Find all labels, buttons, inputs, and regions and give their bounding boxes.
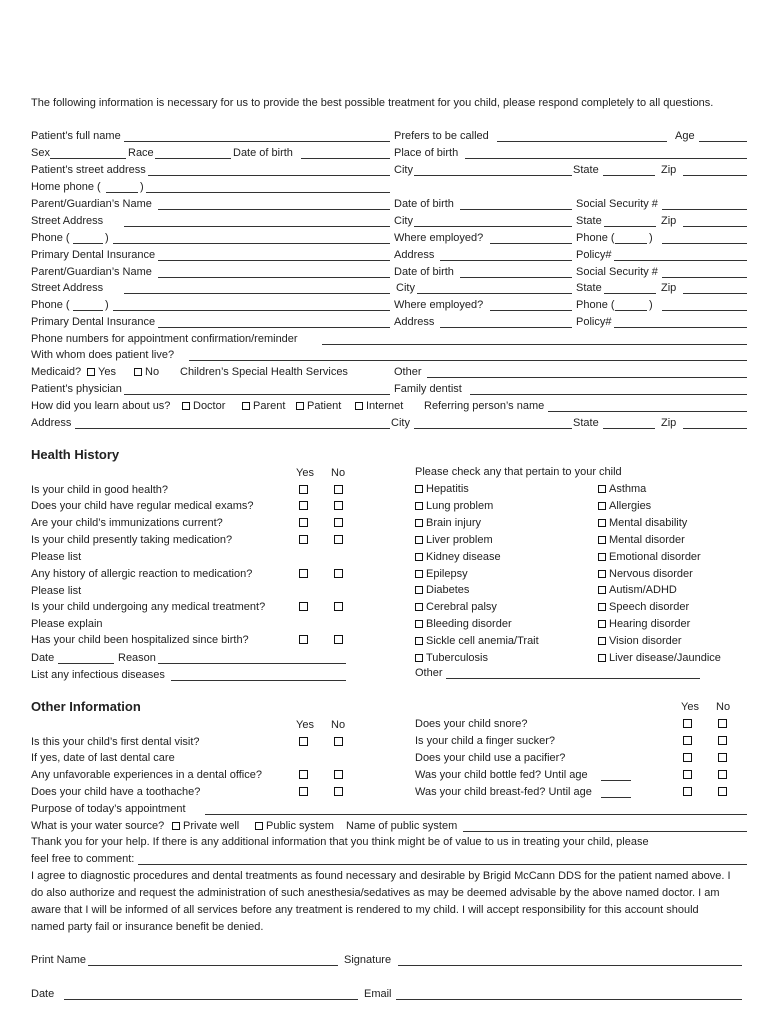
condition-label: Liver disease/Jaundice (609, 652, 721, 664)
label-insurance-2: Primary Dental Insurance (31, 316, 156, 328)
label-patient-full-name: Patient’s full name (31, 130, 121, 142)
label-zip-2: Zip (661, 282, 677, 294)
label-with-whom: With whom does patient live? (31, 349, 175, 361)
condition-label: Mental disability (609, 516, 688, 529)
checkbox-icon[interactable] (598, 519, 606, 527)
condition-option[interactable] (415, 635, 539, 648)
water-private-well-option[interactable] (172, 820, 239, 833)
checkbox-icon[interactable] (598, 536, 606, 544)
health-history-heading: Health History (31, 447, 120, 462)
zip-3-field[interactable] (683, 418, 747, 429)
checkbox-no[interactable] (334, 501, 343, 510)
label-infectious: List any infectious diseases (31, 669, 165, 681)
q-toothache: Does your child have a toothache? (31, 786, 201, 798)
checkbox-icon[interactable] (415, 620, 423, 628)
zip-2-field[interactable] (683, 283, 747, 294)
condition-option[interactable] (598, 652, 721, 665)
label-physician: Patient’s physician (31, 383, 122, 395)
label-address-2: Address (394, 316, 435, 328)
hosp-date-field[interactable] (58, 653, 114, 664)
checkbox-yes[interactable] (299, 737, 308, 746)
zip-field[interactable] (683, 165, 747, 176)
checkbox-icon[interactable] (182, 402, 190, 410)
option-label: Yes (98, 366, 116, 378)
label-dob-guardian-1: Date of birth (394, 198, 454, 210)
checkbox-icon[interactable] (415, 637, 423, 645)
label-phone-1: Phone ( (31, 232, 70, 244)
condition-label: Asthma (609, 483, 647, 495)
checkbox-no[interactable] (718, 770, 727, 779)
condition-option[interactable] (598, 534, 685, 547)
label-home-phone: Home phone ( (31, 181, 101, 193)
referring-field[interactable] (548, 401, 747, 412)
checkbox-icon[interactable] (296, 402, 304, 410)
label-policy-2: Policy# (576, 316, 612, 328)
please-list-1: Please list (31, 551, 82, 563)
state-1-field[interactable] (604, 216, 656, 227)
state-field[interactable] (603, 165, 655, 176)
insurance-1-field[interactable] (158, 250, 390, 261)
comment-field[interactable] (138, 854, 747, 865)
checkbox-icon[interactable] (598, 603, 606, 611)
condition-label: Autism/ADHD (609, 584, 677, 597)
checkbox-no[interactable] (334, 770, 343, 779)
condition-option[interactable] (598, 601, 689, 614)
label-policy-1: Policy# (576, 249, 612, 261)
reason-field[interactable] (158, 653, 346, 664)
condition-option[interactable] (598, 584, 677, 597)
print-name-field[interactable] (88, 955, 338, 966)
checkbox-icon[interactable] (598, 620, 606, 628)
condition-option[interactable] (415, 601, 497, 614)
work-phone-2-field[interactable] (662, 300, 747, 311)
checkbox-no[interactable] (334, 569, 343, 578)
checkbox-icon[interactable] (598, 637, 606, 645)
street-2-field[interactable] (124, 283, 390, 294)
label-print-name: Print Name (31, 954, 87, 966)
condition-option[interactable] (598, 618, 690, 631)
label-date-of-birth: Date of birth (233, 147, 293, 159)
condition-label: Hearing disorder (609, 618, 691, 631)
checkbox-no[interactable] (334, 485, 343, 494)
checkbox-icon[interactable] (255, 822, 263, 830)
street-1-field[interactable] (124, 216, 390, 227)
condition-label: Nervous disorder (609, 567, 693, 580)
checkbox-yes[interactable] (683, 753, 692, 762)
label-address-1: Address (394, 249, 435, 261)
condition-label: Epilepsy (426, 567, 468, 580)
label-other: Other (394, 366, 422, 378)
condition-option[interactable] (598, 551, 701, 564)
column-yes: Yes (681, 701, 699, 713)
breast-age-field[interactable] (601, 787, 631, 798)
label-zip-3: Zip (661, 417, 677, 429)
bottle-age-field[interactable] (601, 770, 631, 781)
phone-1-field[interactable] (113, 233, 390, 244)
column-no: No (716, 701, 731, 713)
condition-label: Tuberculosis (426, 652, 488, 664)
checkbox-icon[interactable] (598, 654, 606, 662)
date-of-birth-field[interactable] (301, 148, 390, 159)
q-last-care: If yes, date of last dental care (31, 752, 175, 764)
label-family-dentist: Family dentist (394, 383, 462, 395)
checkbox-icon[interactable] (134, 368, 142, 376)
condition-label: Bleeding disorder (426, 618, 512, 631)
consent-line-2: do also authorize and request the administration of such anesthesia/sedatives as may be deemed advisable by the above named doctor. I am (31, 887, 720, 899)
label-place-of-birth: Place of birth (394, 147, 459, 159)
check-prompt: Please check any that pertain to your child (415, 466, 622, 478)
checkbox-icon[interactable] (415, 570, 423, 578)
consent-line-4: named party fail or insurance benefit be denied. (31, 921, 264, 933)
city-2-field[interactable] (417, 283, 572, 294)
checkbox-yes[interactable] (683, 719, 692, 728)
label-zip-1: Zip (661, 215, 677, 227)
label-city-2: City (396, 282, 415, 294)
label-address: Address (31, 417, 72, 429)
label-phone-2: Phone ( (31, 299, 70, 311)
condition-label: Sickle cell anemia/Trait (426, 635, 539, 648)
prefers-called-field[interactable] (497, 131, 667, 142)
place-of-birth-field[interactable] (465, 148, 747, 159)
race-field[interactable] (155, 148, 231, 159)
checkbox-yes[interactable] (683, 736, 692, 745)
label-street-2: Street Address (31, 282, 104, 294)
condition-label: Cerebral palsy (426, 601, 497, 614)
checkbox-yes[interactable] (299, 518, 308, 527)
q-hospitalized: Has your child been hospitalized since birth? (31, 634, 249, 646)
condition-option[interactable] (415, 618, 512, 631)
phone-confirmation-field[interactable] (322, 334, 747, 345)
checkbox-yes[interactable] (683, 787, 692, 796)
condition-option[interactable] (598, 500, 651, 513)
condition-label: Diabetes (426, 584, 470, 597)
sex-field[interactable] (50, 148, 126, 159)
label-city-1: City (394, 215, 413, 227)
label-medicaid: Medicaid? (31, 366, 82, 378)
other-info-heading: Other Information (31, 699, 141, 714)
checkbox-no[interactable] (718, 787, 727, 796)
condition-option[interactable] (415, 500, 493, 513)
consent-line-3: aware that I will be informed of all services before any treatment is rendered to my child. I will accept responsibility for this account should (31, 904, 699, 916)
condition-option[interactable] (415, 652, 488, 665)
condition-label: Brain injury (426, 516, 482, 529)
option-label: Doctor (193, 400, 226, 412)
condition-label: Emotional disorder (609, 550, 701, 563)
condition-option[interactable] (415, 483, 469, 496)
work-phone-1-area-field[interactable] (615, 233, 647, 244)
q-medication: Is your child presently taking medication? (31, 534, 233, 546)
employed-2-field[interactable] (490, 300, 572, 311)
label-employed-2: Where employed? (394, 299, 484, 311)
checkbox-yes[interactable] (299, 635, 308, 644)
checkbox-yes[interactable] (299, 602, 308, 611)
insurance-2-field[interactable] (158, 317, 390, 328)
dob-guardian-1-field[interactable] (460, 199, 572, 210)
ssn-1-field[interactable] (662, 199, 747, 210)
checkbox-yes[interactable] (299, 535, 308, 544)
label-street-1: Street Address (31, 215, 104, 227)
label-email: Email (364, 988, 392, 1000)
column-yes: Yes (296, 719, 314, 731)
condition-label: Speech disorder (609, 601, 690, 614)
condition-label: Mental disorder (609, 533, 685, 546)
signature-field[interactable] (398, 955, 742, 966)
infectious-field[interactable] (171, 670, 346, 681)
phone-1-area-field[interactable] (73, 233, 103, 244)
checkbox-no[interactable] (334, 535, 343, 544)
label-patient-street: Patient’s street address (31, 164, 146, 176)
address-field[interactable] (75, 418, 390, 429)
label-sex: Sex (31, 147, 50, 159)
label-referring: Referring person’s name (424, 400, 545, 412)
column-no: No (331, 467, 346, 479)
checkbox-no[interactable] (718, 736, 727, 745)
checkbox-icon[interactable] (415, 519, 423, 527)
employed-1-field[interactable] (490, 233, 572, 244)
condition-option[interactable] (598, 517, 687, 530)
name-public-field[interactable] (463, 821, 747, 832)
checkbox-icon[interactable] (87, 368, 95, 376)
learn-doctor-option[interactable] (182, 400, 225, 413)
condition-label: Allergies (609, 499, 652, 512)
label-race: Race (128, 147, 154, 159)
home-phone-field[interactable] (146, 182, 390, 193)
q-first-visit: Is this your child’s first dental visit? (31, 736, 200, 748)
work-phone-2-area-field[interactable] (615, 300, 647, 311)
city-1-field[interactable] (414, 216, 572, 227)
q-allergic: Any history of allergic reaction to medication? (31, 568, 253, 580)
checkbox-icon[interactable] (598, 570, 606, 578)
condition-label: Vision disorder (609, 635, 682, 648)
option-label: Public system (266, 820, 334, 832)
label-reason: Reason (118, 652, 156, 664)
label-dob-guardian-2: Date of birth (394, 266, 454, 278)
checkbox-yes[interactable] (299, 770, 308, 779)
q-regular-exams: Does your child have regular medical exams? (31, 500, 254, 512)
label-health-other: Other (415, 667, 443, 679)
q-snore: Does your child snore? (415, 718, 528, 730)
address-2-field[interactable] (440, 317, 572, 328)
condition-option[interactable] (415, 568, 468, 581)
label-state-1: State (576, 215, 602, 227)
checkbox-icon[interactable] (415, 485, 423, 493)
option-label: Parent (253, 400, 286, 412)
label-signature: Signature (344, 954, 392, 966)
label-work-phone-2: Phone ( (576, 299, 615, 311)
label-age: Age (675, 130, 695, 142)
checkbox-icon[interactable] (598, 553, 606, 561)
date-field[interactable] (64, 989, 358, 1000)
phone-2-field[interactable] (113, 300, 390, 311)
column-no: No (331, 719, 346, 731)
learn-patient-option[interactable] (296, 400, 341, 413)
age-field[interactable] (699, 131, 747, 142)
checkbox-icon[interactable] (415, 553, 423, 561)
checkbox-no[interactable] (334, 787, 343, 796)
q-unfavorable: Any unfavorable experiences in a dental office? (31, 769, 262, 781)
other-field[interactable] (427, 367, 747, 378)
please-list-2: Please list (31, 585, 82, 597)
condition-option[interactable] (598, 568, 693, 581)
checkbox-icon[interactable] (598, 485, 606, 493)
q-bottle: Was your child bottle fed? Until age (415, 769, 588, 781)
condition-option[interactable] (415, 517, 481, 530)
checkbox-no[interactable] (334, 602, 343, 611)
q-breast: Was your child breast-fed? Until age (415, 786, 592, 798)
label-childrens-special: Children’s Special Health Services (180, 366, 348, 378)
address-1-field[interactable] (440, 250, 572, 261)
health-other-field[interactable] (446, 668, 700, 679)
checkbox-icon[interactable] (415, 502, 423, 510)
learn-internet-option[interactable] (355, 400, 403, 413)
medicaid-yes-option[interactable] (87, 366, 116, 379)
patient-street-field[interactable] (148, 165, 390, 176)
label-state-3: State (573, 417, 599, 429)
condition-label: Lung problem (426, 499, 494, 512)
label-date: Date (31, 988, 55, 1000)
condition-label: Kidney disease (426, 550, 501, 563)
option-label: Private well (183, 820, 240, 832)
column-yes: Yes (296, 467, 314, 479)
family-dentist-field[interactable] (470, 384, 747, 395)
phone-2-area-field[interactable] (73, 300, 103, 311)
label-ssn-2: Social Security # (576, 266, 658, 278)
city-field[interactable] (414, 165, 572, 176)
label-city-3: City (391, 417, 410, 429)
guardian-name-2-field[interactable] (158, 267, 390, 278)
checkbox-icon[interactable] (598, 586, 606, 594)
thank-you-text: Thank you for your help. If there is any additional information that you think might be of value to us in treating your child, please (31, 836, 649, 848)
checkbox-icon[interactable] (355, 402, 363, 410)
condition-option[interactable] (598, 483, 646, 496)
email-field[interactable] (396, 989, 742, 1000)
label-zip: Zip (661, 164, 677, 176)
label-guardian-name-1: Parent/Guardian’s Name (31, 198, 152, 210)
label-employed-1: Where employed? (394, 232, 484, 244)
label-how-learn: How did you learn about us? (31, 400, 171, 412)
checkbox-no[interactable] (334, 518, 343, 527)
q-good-health: Is your child in good health? (31, 484, 168, 496)
physician-field[interactable] (124, 384, 390, 395)
city-3-field[interactable] (414, 418, 572, 429)
label-feel-free: feel free to comment: (31, 853, 135, 865)
paren: ) (105, 232, 109, 244)
checkbox-icon[interactable] (598, 502, 606, 510)
condition-option[interactable] (415, 584, 469, 597)
label-name-public: Name of public system (346, 820, 458, 832)
paren: ) (649, 232, 653, 244)
option-label: No (145, 366, 160, 378)
zip-1-field[interactable] (683, 216, 747, 227)
work-phone-1-field[interactable] (662, 233, 747, 244)
checkbox-icon[interactable] (415, 586, 423, 594)
water-public-system-option[interactable] (255, 820, 334, 833)
policy-2-field[interactable] (614, 317, 747, 328)
label-insurance-1: Primary Dental Insurance (31, 249, 156, 261)
ssn-2-field[interactable] (662, 267, 747, 278)
label-purpose: Purpose of today’s appointment (31, 803, 186, 815)
label-phone-confirmation: Phone numbers for appointment confirmation/reminder (31, 333, 298, 345)
patient-full-name-field[interactable] (124, 131, 390, 142)
condition-option[interactable] (598, 635, 682, 648)
label-hosp-date: Date (31, 652, 55, 664)
policy-1-field[interactable] (614, 250, 747, 261)
label-water-source: What is your water source? (31, 820, 165, 832)
state-2-field[interactable] (604, 283, 656, 294)
purpose-field[interactable] (205, 804, 747, 815)
checkbox-yes[interactable] (299, 485, 308, 494)
paren: ) (105, 299, 109, 311)
label-ssn-1: Social Security # (576, 198, 658, 210)
checkbox-no[interactable] (334, 737, 343, 746)
medicaid-no-option[interactable] (134, 366, 159, 379)
label-state: State (573, 164, 599, 176)
checkbox-icon[interactable] (242, 402, 250, 410)
condition-option[interactable] (415, 551, 501, 564)
label-guardian-name-2: Parent/Guardian’s Name (31, 266, 152, 278)
checkbox-no[interactable] (334, 635, 343, 644)
q-pacifier: Does your child use a pacifier? (415, 752, 566, 764)
guardian-name-1-field[interactable] (158, 199, 390, 210)
checkbox-yes[interactable] (683, 770, 692, 779)
checkbox-icon[interactable] (415, 654, 423, 662)
checkbox-no[interactable] (718, 753, 727, 762)
paren: ) (140, 181, 144, 193)
condition-label: Hepatitis (426, 483, 469, 495)
checkbox-yes[interactable] (299, 501, 308, 510)
checkbox-icon[interactable] (415, 603, 423, 611)
with-whom-field[interactable] (189, 350, 747, 361)
state-3-field[interactable] (603, 418, 655, 429)
checkbox-icon[interactable] (415, 536, 423, 544)
consent-line-1: I agree to diagnostic procedures and dental treatments as found necessary and desirable by Brigid McCann DDS for the patient named above. I (31, 870, 731, 882)
condition-option[interactable] (415, 534, 493, 547)
checkbox-icon[interactable] (172, 822, 180, 830)
home-phone-area-field[interactable] (106, 182, 138, 193)
q-treatment: Is your child undergoing any medical treatment? (31, 601, 266, 613)
option-label: Internet (366, 400, 404, 412)
checkbox-no[interactable] (718, 719, 727, 728)
option-label: Patient (307, 400, 342, 412)
learn-parent-option[interactable] (242, 400, 285, 413)
label-state-2: State (576, 282, 602, 294)
please-explain: Please explain (31, 618, 103, 630)
checkbox-yes[interactable] (299, 787, 308, 796)
label-city: City (394, 164, 413, 176)
condition-label: Liver problem (426, 533, 493, 546)
label-prefers-called: Prefers to be called (394, 130, 489, 142)
intro-text: The following information is necessary for us to provide the best possible treatment for you child, please respond completely to all questions. (31, 97, 714, 109)
checkbox-yes[interactable] (299, 569, 308, 578)
dob-guardian-2-field[interactable] (460, 267, 572, 278)
paren: ) (649, 299, 653, 311)
q-immunizations: Are your child’s immunizations current? (31, 517, 223, 529)
label-work-phone-1: Phone ( (576, 232, 615, 244)
q-finger: Is your child a finger sucker? (415, 735, 556, 747)
